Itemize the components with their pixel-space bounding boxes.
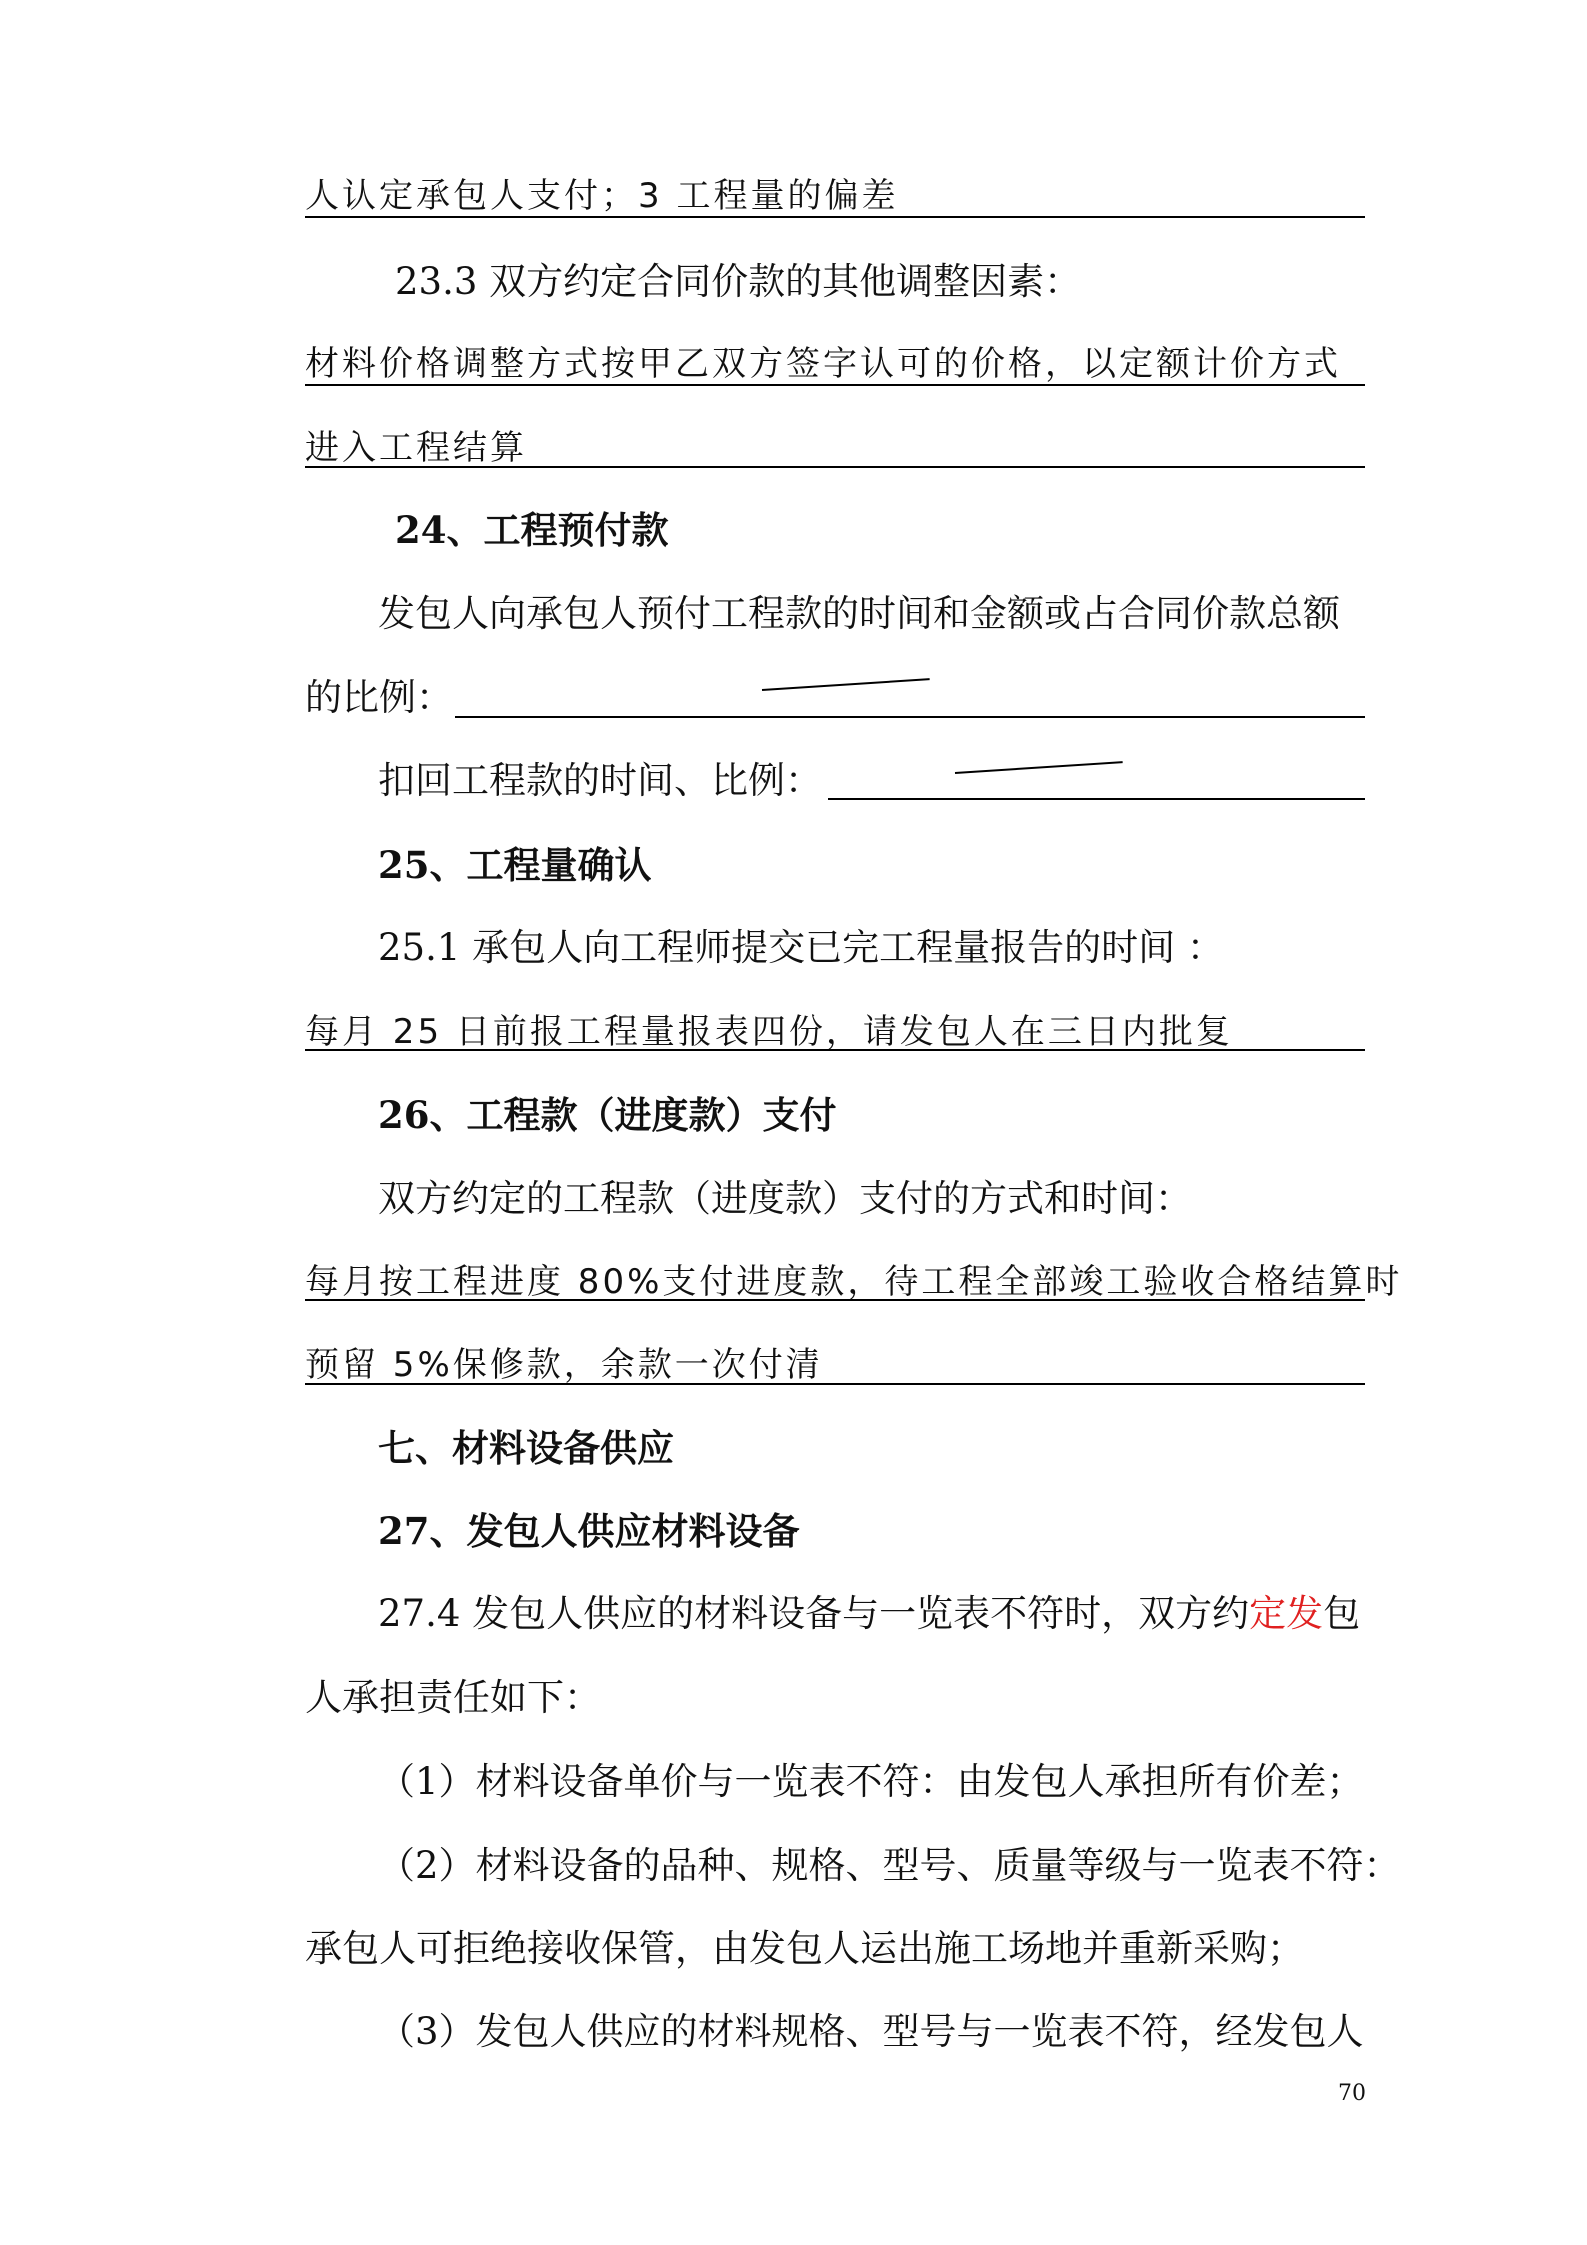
- underline: [305, 216, 1365, 218]
- heading-27: 27、发包人供应材料设备: [378, 1509, 800, 1553]
- fill-23-3-line2: 进入工程结算: [305, 428, 527, 468]
- clause-26-text: 双方约定的工程款（进度款）支付的方式和时间：: [378, 1177, 1192, 1220]
- heading-7: 七、材料设备供应: [378, 1426, 674, 1470]
- fill-25-1: 每月 25 日前报工程量报表四份，请发包人在三日内批复: [305, 1012, 1233, 1052]
- handwritten-strike: [762, 678, 930, 691]
- fill-23-3-line1: 材料价格调整方式按甲乙双方签字认可的价格，以定额计价方式: [305, 344, 1341, 384]
- clause-27-4-part-a: 27.4 发包人供应的材料设备与一览表不符时，双方约: [378, 1592, 1250, 1635]
- clause-27-4-line2: 人承担责任如下：: [305, 1676, 601, 1719]
- blank-line: [455, 716, 1365, 718]
- clause-27-4-line1: [378, 1590, 1360, 1638]
- page-number: 70: [1338, 2081, 1366, 2106]
- blank-line: [828, 798, 1365, 800]
- handwritten-strike: [955, 761, 1123, 774]
- item-1: （1）材料设备单价与一览表不符：由发包人承担所有价差；: [378, 1760, 1364, 1803]
- clause-25-1: 25.1 承包人向工程师提交已完工程量报告的时间 ：: [378, 926, 1224, 969]
- underline: [305, 384, 1365, 386]
- clause-23-3: 23.3 双方约定合同价款的其他调整因素：: [395, 260, 1082, 303]
- heading-24: 24、工程预付款: [395, 508, 669, 552]
- underline: [305, 466, 1365, 468]
- heading-26: 26、工程款（进度款）支付: [378, 1093, 837, 1137]
- item-3-line1: （3）发包人供应的材料规格、型号与一览表不符，经发包人: [378, 2010, 1364, 2053]
- clause-27-4-part-b: 包: [1323, 1592, 1361, 1635]
- underline: [305, 1049, 1365, 1051]
- item-2-line1: （2）材料设备的品种、规格、型号、质量等级与一览表不符：: [378, 1844, 1401, 1887]
- heading-25: 25、工程量确认: [378, 843, 652, 887]
- item-2-line2: 承包人可拒绝接收保管，由发包人运出施工场地并重新采购；: [305, 1927, 1304, 1970]
- deduction-text: 扣回工程款的时间、比例：: [378, 759, 822, 802]
- advance-text-2: 的比例：: [305, 676, 453, 719]
- fill-23-2-end: 人认定承包人支付；3 工程量的偏差: [305, 176, 899, 216]
- underline: [305, 1299, 1365, 1301]
- advance-text-1: 发包人向承包人预付工程款的时间和金额或占合同价款总额: [378, 592, 1340, 635]
- clause-27-4-red-text: 定发: [1249, 1592, 1324, 1635]
- fill-26-line1: 每月按工程进度 80%支付进度款，待工程全部竣工验收合格结算时: [305, 1262, 1403, 1302]
- underline: [305, 1383, 1365, 1385]
- fill-26-line2: 预留 5%保修款，余款一次付清: [305, 1345, 823, 1385]
